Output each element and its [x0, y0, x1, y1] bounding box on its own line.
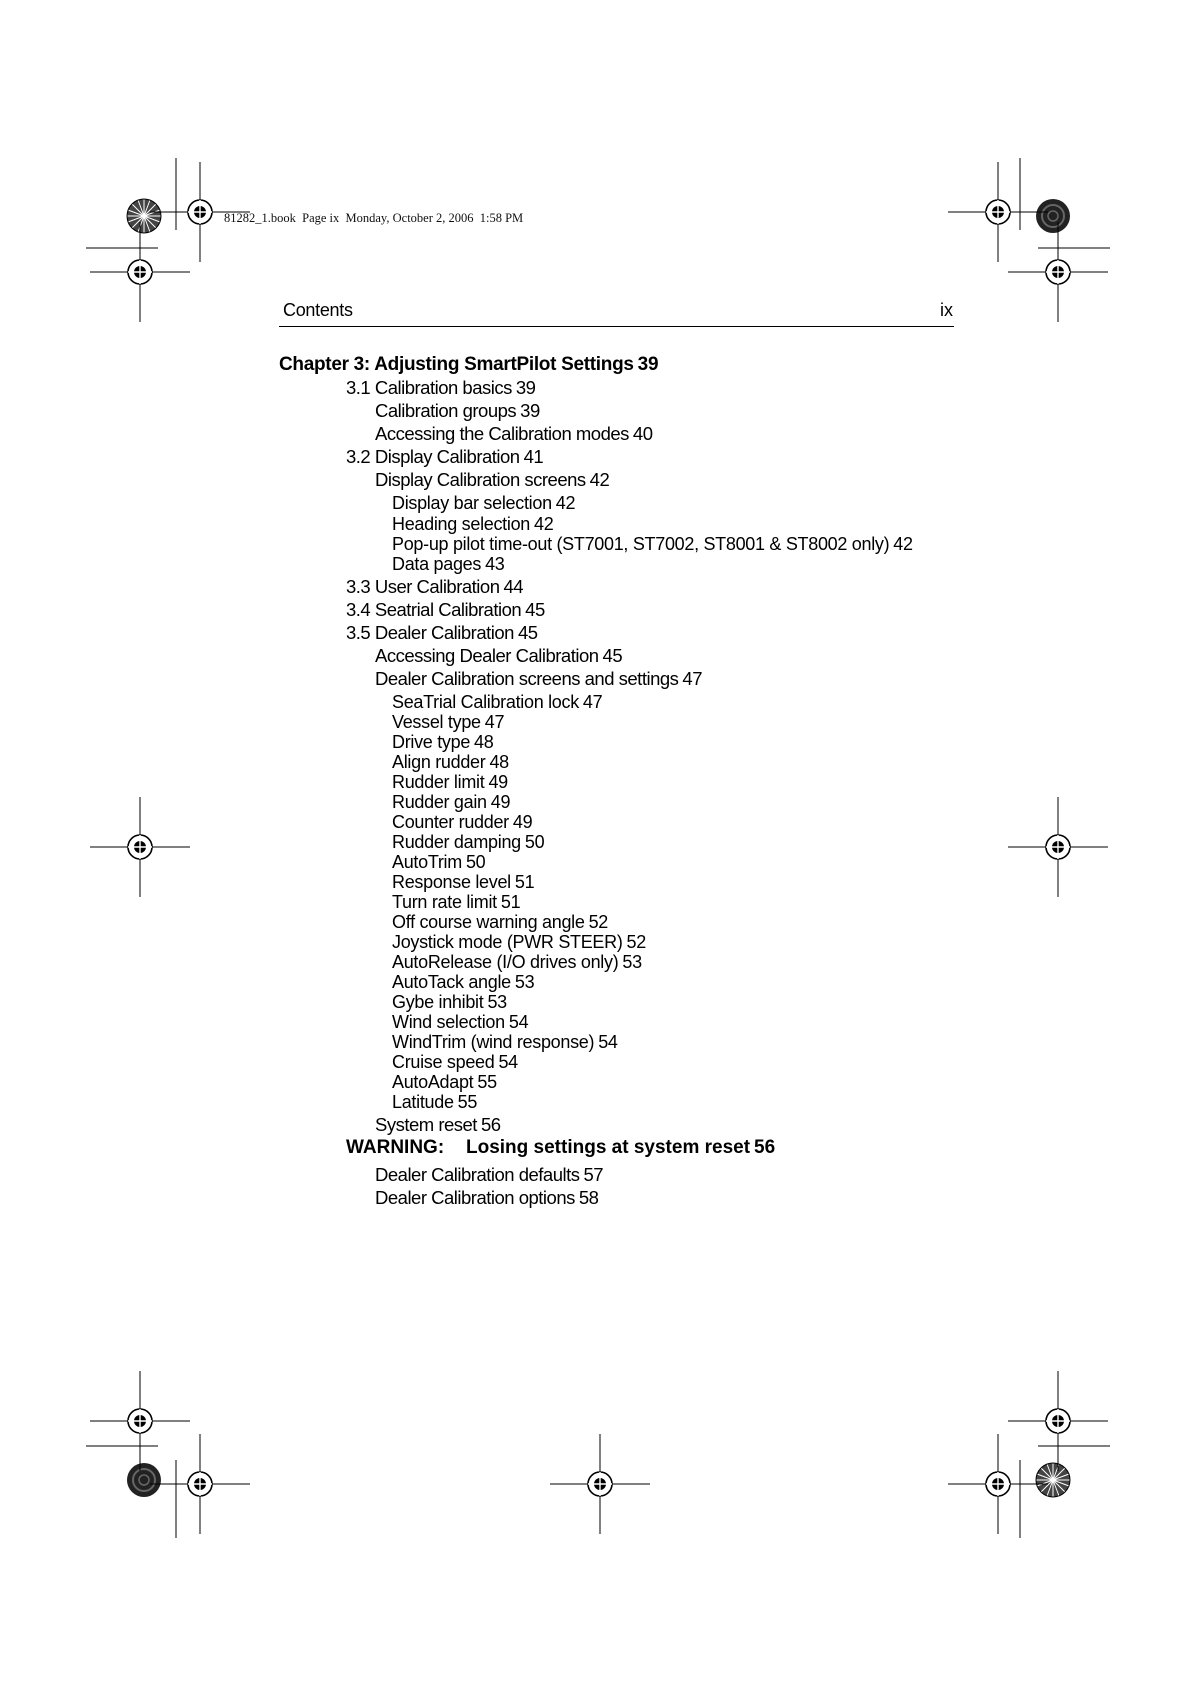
- toc-entry-title: Wind selection: [392, 1012, 505, 1032]
- toc-entry-page: 39: [520, 400, 540, 421]
- running-head-title: Contents: [283, 300, 353, 320]
- toc-entry-page: 50: [465, 852, 486, 872]
- toc-entry-title: AutoAdapt: [392, 1072, 474, 1092]
- toc-entry-title: [346, 1137, 750, 1159]
- toc-entry-title: Dealer Calibration options: [375, 1187, 575, 1208]
- toc-entry-page: 56: [754, 1137, 776, 1158]
- toc-entry-title: Rudder gain: [392, 792, 487, 812]
- toc-entry-page: 53: [514, 972, 535, 992]
- toc-entry-page: 42: [893, 534, 913, 554]
- toc-entry-title: Vessel type: [392, 712, 481, 732]
- toc-entry-page: 45: [602, 645, 623, 666]
- toc-entry-page: 45: [517, 622, 538, 643]
- toc-entry-page: 54: [498, 1052, 518, 1072]
- toc-entry-title: Joystick mode (PWR STEER): [392, 932, 623, 952]
- toc-entry-title: Gybe inhibit: [392, 992, 484, 1012]
- toc-entry-page: 53: [487, 992, 507, 1012]
- toc-entry-page: 49: [488, 772, 508, 792]
- toc-entry-page: 43: [485, 554, 505, 574]
- toc-entry-title: Chapter 3: Adjusting SmartPilot Settings: [279, 354, 634, 375]
- toc-entry-title: Heading selection: [392, 514, 530, 534]
- toc-entry-title: Pop-up pilot time-out (ST7001, ST7002, ST8001 & ST8002 only): [392, 534, 890, 554]
- toc-warning-tag: WARNING:: [346, 1137, 445, 1158]
- toc-entry-page: 51: [514, 872, 535, 892]
- toc-entry-title: Drive type: [392, 732, 471, 752]
- toc-entry-page: 48: [474, 732, 494, 752]
- toc-entry-page: 42: [534, 514, 554, 534]
- page-number: ix: [940, 300, 953, 320]
- toc-warning-title: Losing settings at system reset: [466, 1137, 751, 1158]
- toc-entry-page: 58: [578, 1187, 599, 1208]
- toc-entry-title: Calibration groups: [375, 400, 517, 421]
- toc-entry-title: Display bar selection: [392, 493, 552, 513]
- toc-entry-title: Counter rudder: [392, 812, 509, 832]
- toc-entry-page: 39: [515, 377, 536, 398]
- toc-entry-page: 39: [637, 354, 659, 375]
- toc-entry-title: Cruise speed: [392, 1052, 495, 1072]
- toc-entry-page: 55: [477, 1072, 497, 1092]
- toc-entry-page: 54: [598, 1032, 618, 1052]
- toc-entry-title: Accessing the Calibration modes: [375, 423, 629, 444]
- toc-entry-page: 49: [490, 792, 511, 812]
- toc-entry-title: 3.5 Dealer Calibration: [346, 622, 514, 643]
- toc-entry-title: AutoTack angle: [392, 972, 511, 992]
- toc-entry-page: 42: [555, 493, 576, 513]
- toc-entry-title: System reset: [375, 1114, 477, 1135]
- toc-entry-title: Rudder damping: [392, 832, 521, 852]
- toc-entry-title: Response level: [392, 872, 511, 892]
- toc-entry-title: AutoTrim: [392, 852, 462, 872]
- toc-entry-title: AutoRelease (I/O drives only): [392, 952, 619, 972]
- toc-entry-title: Rudder limit: [392, 772, 485, 792]
- toc-entry-title: 3.4 Seatrial Calibration: [346, 599, 522, 620]
- toc-entry-page: 41: [523, 446, 544, 467]
- toc-entry-page: 48: [489, 752, 509, 772]
- running-head: [279, 298, 954, 327]
- toc-entry-page: 51: [500, 892, 521, 912]
- toc-entry-page: 52: [626, 932, 646, 952]
- toc-entry-title: 3.3 User Calibration: [346, 576, 500, 597]
- toc-entry-title: Data pages: [392, 554, 482, 574]
- toc-entry-title: Dealer Calibration defaults: [375, 1164, 580, 1185]
- toc-entry-page: 47: [582, 692, 603, 712]
- toc-entry-title: Off course warning angle: [392, 912, 585, 932]
- toc-entry-page: 53: [622, 952, 642, 972]
- toc-entry-page: 47: [484, 712, 505, 732]
- toc-entry-page: 42: [589, 469, 610, 490]
- toc-entry-page: 57: [583, 1164, 604, 1185]
- toc-entry-page: 52: [588, 912, 609, 932]
- toc-entry-title: Latitude: [392, 1092, 454, 1112]
- toc-entry-page: 50: [524, 832, 545, 852]
- toc-entry-title: 3.1 Calibration basics: [346, 377, 512, 398]
- toc-entry-title: Align rudder: [392, 752, 486, 772]
- toc-entry-page: 55: [457, 1092, 478, 1112]
- toc-entry-title: Accessing Dealer Calibration: [375, 645, 599, 666]
- toc-entry-page: 49: [512, 812, 533, 832]
- toc-entry-title: 3.2 Display Calibration: [346, 446, 520, 467]
- toc-entry-title: Dealer Calibration screens and settings: [375, 668, 679, 689]
- print-slug: 81282_1.book Page ix Monday, October 2, 2006 1:58 PM: [224, 211, 524, 225]
- toc-entry-page: 40: [632, 423, 653, 444]
- toc-entry-page: 45: [525, 599, 545, 620]
- toc-entry-page: 44: [503, 576, 524, 597]
- toc-entry-title: SeaTrial Calibration lock: [392, 692, 579, 712]
- toc-entry-page: 54: [508, 1012, 529, 1032]
- toc-entry-page: 56: [480, 1114, 501, 1135]
- toc-entry-page: 47: [682, 668, 702, 689]
- toc-entry-title: WindTrim (wind response): [392, 1032, 595, 1052]
- toc-entry-title: Display Calibration screens: [375, 469, 586, 490]
- toc-entry-title: Turn rate limit: [392, 892, 497, 912]
